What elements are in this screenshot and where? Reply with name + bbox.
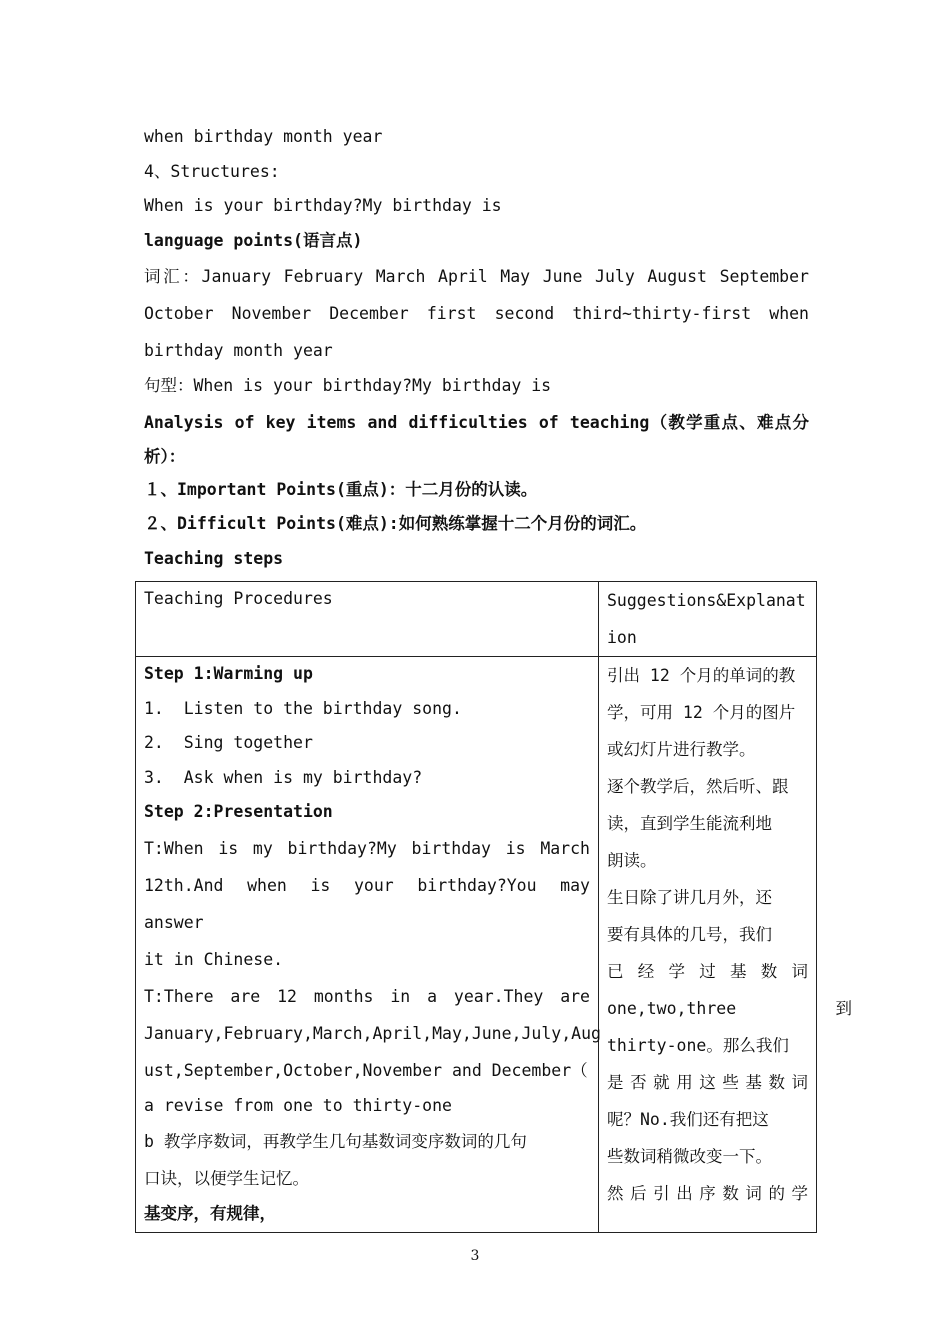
section-heading: 析）： [144, 446, 186, 466]
text-line: when birthday month year [144, 127, 383, 146]
text-line: 句型：When is your birthday?My birthday is [144, 376, 552, 395]
section-heading: Teaching steps [144, 548, 284, 568]
page-number: 3 [470, 1248, 480, 1264]
table-row [136, 657, 817, 1233]
teaching-steps-table [135, 581, 852, 1233]
document-body [144, 120, 809, 576]
suggestions-cell: 引出 12 个月的单词的教 学，可用 12 个月的图片 或幻灯片进行教学。 逐个教学后，然后听、跟 读，直到学生能流利地 朗读。 生日除了讲几月外，还 要有具体的几号，我们 已经学过基数词 one,two,three 到 thirty-one。那么我们 是否就用这些基数词 呢？No.我们还有把这 些数词稍微改变一下。 然后引出序数词的学 [599, 657, 817, 1233]
section-heading: Analysis of key items and difficulties of teaching（教学重点、难点分 [144, 412, 809, 432]
table-header-row [136, 582, 817, 657]
header-procedures: Teaching Procedures [136, 582, 599, 657]
text-line: ２、Difficult Points(难点):如何熟练掌握十二个月份的词汇。 [144, 514, 647, 533]
header-suggestions: Suggestions&Explanat ion [599, 582, 817, 657]
text-line: October November December first second third~thirty-first when [144, 304, 809, 323]
procedures-cell: Step 1:Warming up 1. Listen to the birthday song. 2. Sing together 3. Ask when is my birthday? Step 2:Presentation T:When is my birthday?My birthday is March 12th.And when is your birthday?You may answer it in Chinese. T:There are 12 months in a year.They are January,February,March,April,May,June,July,Aug ust,September,October,November and December（ a revise from one to thirty-one b 教学序数词，再教学生几句基数词变序数词的几句 口诀，以便学生记忆。 基变序，有规律， [136, 657, 599, 1233]
text-line: 4、Structures: [144, 161, 280, 181]
section-heading: language points(语言点) [144, 230, 363, 250]
text-line: birthday month year [144, 341, 333, 360]
text-line: 词汇：January February March April May June July August September [144, 267, 809, 286]
text-line: １、Important Points(重点)：十二月份的认读。 [144, 479, 538, 499]
text-line: When is your birthday?My birthday is [144, 196, 502, 215]
